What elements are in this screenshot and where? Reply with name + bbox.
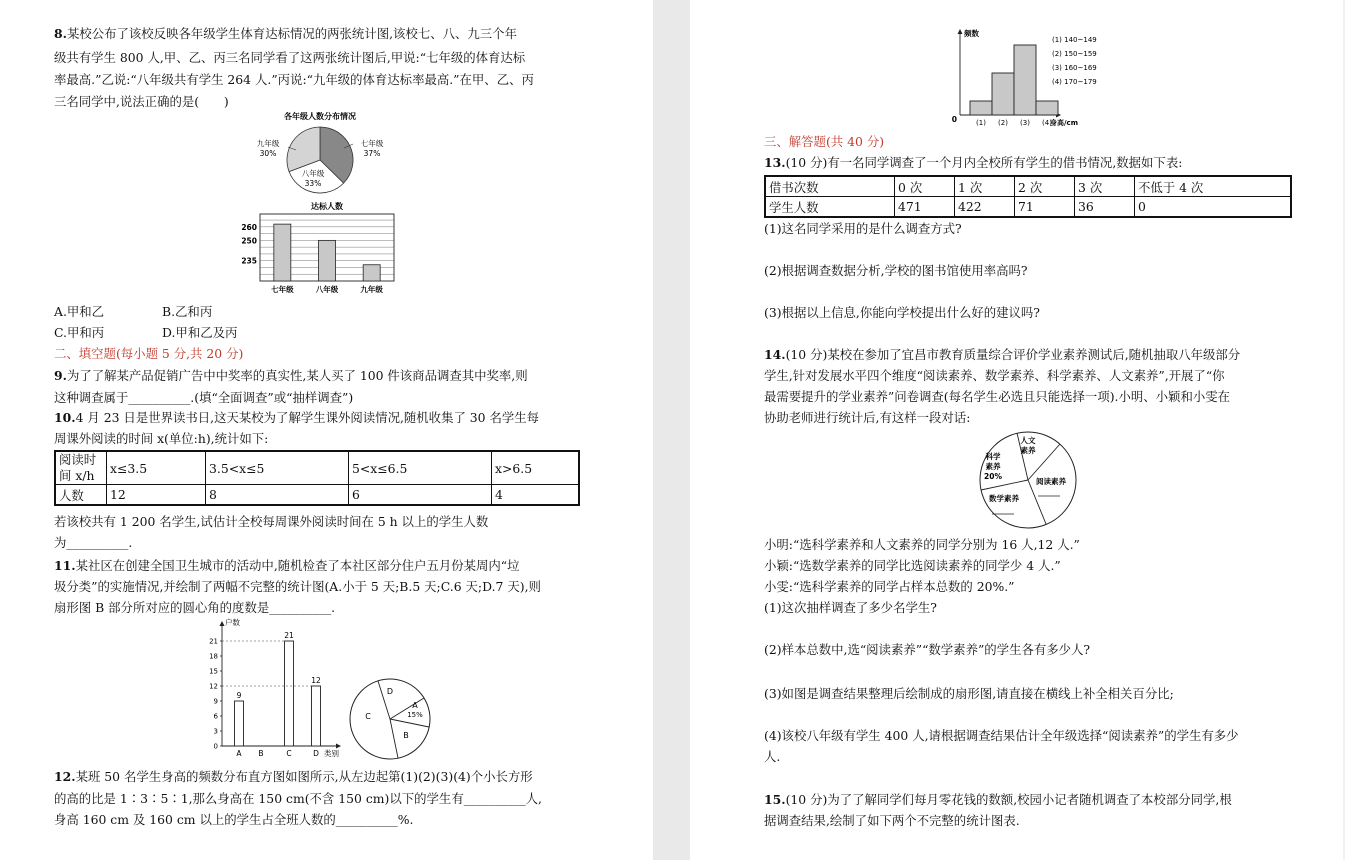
q14-dialog-1: 小明:“选科学素养和人文素养的同学分别为 16 人,12 人.” (764, 537, 1080, 552)
q14-question-2: (2)样本总数中,选“阅读素养”“数学素养”的学生各有多少人? (764, 642, 1091, 657)
chart2-data-label: 12 (311, 676, 321, 685)
pie-pct-grade8: 33% (304, 179, 322, 188)
pie-b-label-c: C (365, 712, 371, 721)
q11-line-1: 11.某社区在创建全国卫生城市的活动中,随机检查了本社区部分住户五月份某周内“垃 (54, 558, 520, 573)
chart2-xtick: B (258, 749, 264, 758)
q13-row-1: 471 (895, 197, 955, 218)
chart2-bar (285, 641, 294, 746)
q11-bar-chart (198, 618, 358, 760)
option-a: A.甲和乙 (54, 304, 105, 319)
q10-row-1: 12 (107, 485, 206, 506)
chart1-bar (319, 240, 336, 281)
left-page (0, 0, 653, 860)
q13-head-2: 1 次 (955, 176, 1015, 197)
chart2-xtick: A (236, 749, 242, 758)
chart2-ytick: 21 (209, 637, 218, 646)
q13-head-0: 借书次数 (765, 176, 895, 197)
chart1-ytick: 250 (241, 236, 257, 246)
chart2-ytick: 6 (213, 712, 218, 721)
q8-pie-chart (250, 110, 390, 195)
pie-pct-grade9: 30% (259, 149, 277, 158)
q14-dialog-3: 小雯:“选科学素养的同学占样本总数的 20%.” (764, 579, 1015, 594)
chart3-legend-item: (2) 150~159 (1052, 50, 1097, 58)
q10-head-2: 3.5<x≤5 (206, 451, 349, 485)
pie-b-label-a: A (412, 701, 418, 710)
chart1-bar (363, 265, 380, 281)
chart3-bar (992, 73, 1014, 115)
chart3-legend-item: (1) 140~149 (1052, 36, 1097, 44)
chart1-ytick: 260 (241, 222, 257, 232)
chart3-ylabel: 频数 (964, 29, 979, 38)
q10-row-3: 6 (349, 485, 492, 506)
chart1-xtick: 八年级 (315, 285, 339, 294)
q9-line-1: 9.为了了解某产品促销广告中中奖率的真实性,某人买了 100 件该商品调查其中奖率,则 (54, 368, 528, 383)
pie-b-label-b: B (403, 731, 409, 740)
q11-line-2: 圾分类”的实施情况,并绘制了两幅不完整的统计图(A.小于 5 天;B.5 天;C.6 天;D.7 天),则 (54, 579, 541, 594)
q13-row-2: 422 (955, 197, 1015, 218)
q13-row-0: 学生人数 (765, 197, 895, 218)
chart3-xlabel: 身高/cm (1050, 119, 1078, 127)
q14-question-3: (3)如图是调查结果整理后绘制成的扇形图,请直接在横线上补全相关百分比; (764, 686, 1174, 701)
chart3-xtick: (1) (976, 119, 986, 127)
q10-after-1: 若该校共有 1 200 名学生,试估计全校每周课外阅读时间在 5 h 以上的学生人数 (54, 514, 489, 529)
q14-question-4b: 人. (764, 749, 781, 764)
q11-line-3: 扇形图 B 部分所对应的圆心角的度数是__________. (54, 600, 336, 615)
q8-line-4: 三名同学中,说法正确的是( ) (54, 94, 229, 109)
chart2-xtick: C (286, 749, 292, 758)
q14-label-kexue-pct: 20% (984, 472, 1002, 481)
q13-head-1: 0 次 (895, 176, 955, 197)
q10-head-0: 阅读时间 x/h (55, 451, 107, 485)
q10-line-1: 10.4 月 23 日是世界读书日,这天某校为了解学生课外阅读情况,随机收集了 30 名学生每 (54, 410, 540, 425)
q14-label-kexue-2: 素养 (985, 462, 1001, 471)
pie-pct-grade7: 37% (363, 149, 381, 158)
chart2-data-label: 21 (284, 631, 294, 640)
q14-dialog-2: 小颖:“选数学素养的同学比选阅读素养的同学少 4 人.” (764, 558, 1061, 573)
q12-histogram (952, 26, 1122, 130)
chart2-bar (235, 701, 244, 746)
chart3-bar (1014, 45, 1036, 115)
chart3-xtick: (3) (1020, 119, 1030, 127)
q10-head-4: x>6.5 (492, 451, 580, 485)
q14-line-2: 学生,针对发展水平四个维度“阅读素养、数学素养、科学素养、人文素养”,开展了“你 (764, 368, 1225, 383)
section-2-heading: 二、填空题(每小题 5 分,共 20 分) (54, 346, 244, 361)
q13-row-4: 36 (1075, 197, 1135, 218)
section-3-heading: 三、解答题(共 40 分) (764, 134, 885, 149)
q14-line-3: 最需要提升的学业素养”问卷调查(每名学生必选且只能选择一项).小明、小颖和小雯在 (764, 389, 1231, 404)
q15-line-2: 据调查结果,绘制了如下两个不完整的统计图表. (764, 813, 1020, 828)
q13-head-3: 2 次 (1015, 176, 1075, 197)
q15-line-1: 15.(10 分)为了了解同学们每月零花钱的数额,校园小记者随机调查了本校部分同学,根 (764, 792, 1232, 807)
q11-pie-chart (346, 676, 436, 762)
q14-label-kexue-1: 科学 (985, 452, 1001, 461)
chart2-ytick: 12 (209, 682, 218, 691)
chart1-title: 达标人数 (311, 202, 343, 211)
q12-line-2: 的高的比是 1∶3∶5∶1,那么身高在 150 cm(不含 150 cm)以下的学生有__________人, (54, 791, 542, 806)
chart2-ytick: 9 (213, 697, 218, 706)
chart1-ytick: 235 (241, 256, 257, 266)
q13-question-1: (1)这名同学采用的是什么调查方式? (764, 221, 962, 236)
chart2-ytick: 15 (209, 667, 218, 676)
q13-intro: 13.(10 分)有一名同学调查了一个月内全校所有学生的借书情况,数据如下表: (764, 155, 1183, 170)
q14-question-4: (4)该校八年级有学生 400 人,请根据调查结果估计全年级选择“阅读素养”的学生有多少 (764, 728, 1239, 743)
option-b: B.乙和丙 (162, 304, 213, 319)
q13-row-3: 71 (1015, 197, 1075, 218)
option-d: D.甲和乙及丙 (162, 325, 238, 340)
q10-table (54, 450, 580, 506)
pie-label-grade8: 八年级 (301, 169, 325, 178)
q10-after-2: 为__________. (54, 535, 133, 550)
q10-row-0: 人数 (55, 485, 107, 506)
pie-b-label-d: D (386, 687, 394, 696)
option-c: C.甲和丙 (54, 325, 105, 340)
chart3-bar (1036, 101, 1058, 115)
chart2-bar (312, 686, 321, 746)
q10-head-3: 5<x≤6.5 (349, 451, 492, 485)
q9-line-2: 这种调查属于__________.(填“全面调查”或“抽样调查”) (54, 390, 354, 405)
chart2-x-arrow (336, 744, 341, 749)
chart3-legend-item: (3) 160~169 (1052, 64, 1097, 72)
q13-head-5: 不低于 4 次 (1135, 176, 1292, 197)
q8-line-1: 8.某校公布了该校反映各年级学生体育达标情况的两张统计图,该校七、八、九三个年 (54, 26, 517, 41)
q13-question-3: (3)根据以上信息,你能向学校提出什么好的建议吗? (764, 305, 1040, 320)
chart2-data-label: 9 (236, 691, 242, 700)
q10-row-2: 8 (206, 485, 349, 506)
q14-label-renwen-2: 素养 (1020, 446, 1036, 455)
q14-label-shuxue: 数学素养 (989, 494, 1019, 503)
chart2-xlabel: 类别 (324, 749, 339, 758)
q14-label-renwen-1: 人文 (1020, 436, 1036, 445)
q13-question-2: (2)根据调查数据分析,学校的图书馆使用率高吗? (764, 263, 1028, 278)
q14-question-1: (1)这次抽样调查了多少名学生? (764, 600, 937, 615)
q8-pie-title: 各年级人数分布情况 (284, 112, 356, 121)
q14-pie-chart (978, 430, 1080, 532)
q12-line-3: 身高 160 cm 及 160 cm 以上的学生占全班人数的__________%. (54, 812, 414, 827)
q14-label-yuedu: 阅读素养 (1036, 477, 1066, 486)
chart1-xtick: 九年级 (360, 285, 383, 294)
q8-line-3: 率最高.”乙说:“八年级共有学生 264 人.”丙说:“九年级的体育达标率最高.”在甲、乙、丙 (54, 72, 534, 87)
q12-line-1: 12.某班 50 名学生身高的频数分布直方图如图所示,从左边起第(1)(2)(3)(4)个小长方形 (54, 769, 533, 784)
chart3-y-arrow (958, 29, 963, 34)
chart3-xtick: (4) (1042, 119, 1052, 127)
q10-head-1: x≤3.5 (107, 451, 206, 485)
chart2-ytick: 3 (213, 727, 218, 736)
chart2-y-arrow (220, 621, 225, 626)
chart3-origin: 0 (951, 115, 957, 124)
right-page (690, 0, 1343, 860)
chart1-xtick: 七年级 (271, 285, 294, 294)
q14-line-1: 14.(10 分)某校在参加了宜昌市教育质量综合评价学业素养测试后,随机抽取八年级部分 (764, 347, 1241, 362)
chart3-bar (970, 101, 992, 115)
pie-label-grade9: 九年级 (256, 139, 280, 148)
chart2-ytick: 0 (213, 742, 218, 751)
q13-head-4: 3 次 (1075, 176, 1135, 197)
q8-line-2: 级共有学生 800 人,甲、乙、丙三名同学看了这两张统计图后,甲说:“七年级的体育达标 (54, 50, 526, 65)
chart2-xtick: D (313, 749, 319, 758)
chart3-legend-item: (4) 170~179 (1052, 78, 1097, 86)
q10-line-2: 周课外阅读的时间 x(单位:h),统计如下: (54, 431, 269, 446)
chart1-bar (274, 224, 291, 281)
chart2-ylabel: 户数 (225, 618, 240, 627)
q13-row-5: 0 (1135, 197, 1292, 218)
q10-row-4: 4 (492, 485, 580, 506)
pie-b-pct-a: 15% (407, 711, 423, 719)
q13-table (764, 175, 1292, 218)
chart3-xtick: (2) (998, 119, 1008, 127)
pie-label-grade7: 七年级 (360, 139, 384, 148)
page-gutter (653, 0, 690, 860)
chart2-ytick: 18 (209, 652, 218, 661)
q14-line-4: 协助老师进行统计后,有这样一段对话: (764, 410, 971, 425)
q8-bar-chart (232, 198, 407, 295)
